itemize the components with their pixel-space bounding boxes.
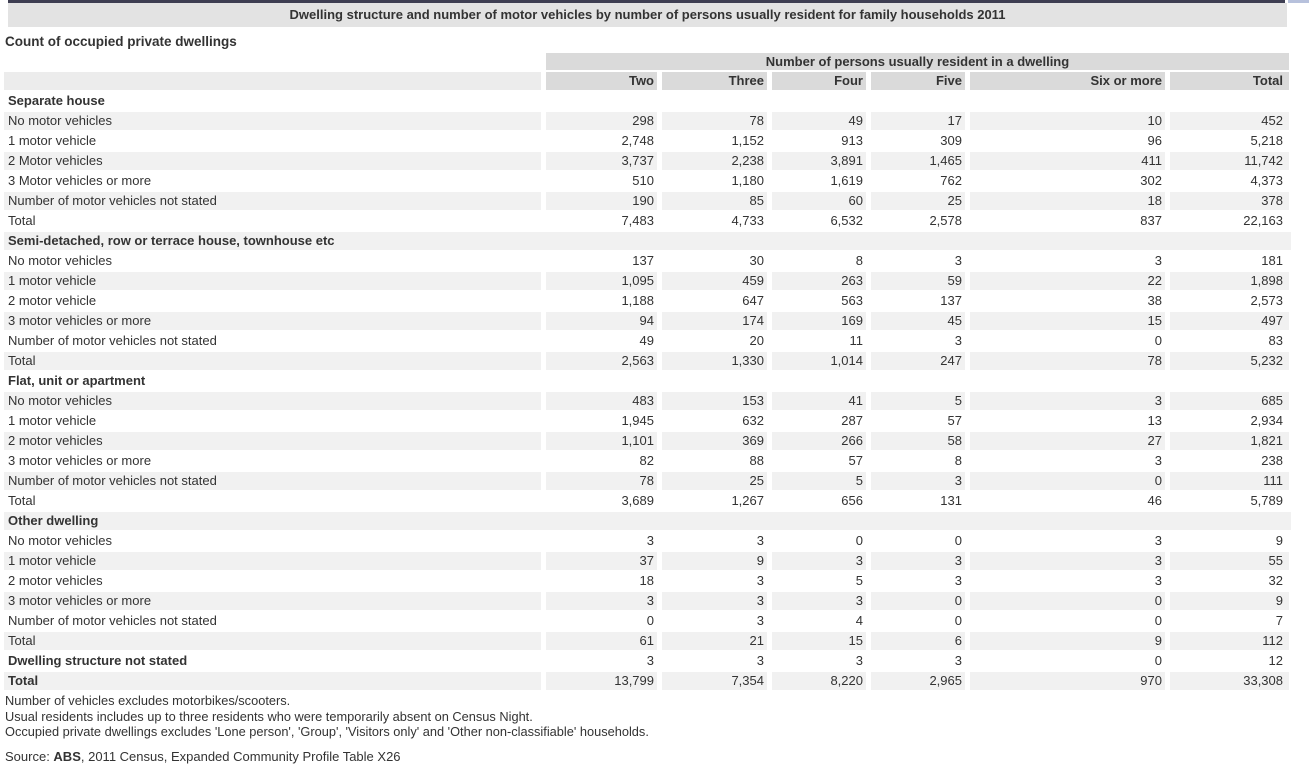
cell: 2,563 [546, 352, 657, 370]
cell: 49 [639, 333, 654, 348]
cell: 3 [1154, 533, 1162, 548]
table-row [4, 652, 1291, 670]
row-label: No motor vehicles [8, 533, 113, 548]
cell: 238 [1261, 453, 1283, 468]
table-row [4, 532, 1291, 550]
cell: 12 [1268, 653, 1283, 668]
cell: 18 [639, 573, 654, 588]
cell: 82 [639, 453, 654, 468]
table-header [4, 53, 1291, 90]
cell: 2,965 [871, 672, 965, 690]
row-label: 2 motor vehicles [4, 432, 541, 450]
cell: 9 [662, 552, 767, 570]
cell: 85 [662, 192, 767, 210]
cell: 3 [970, 392, 1165, 410]
cell: 3,737 [546, 152, 657, 170]
cell: 30 [749, 253, 764, 268]
cell: 378 [1170, 192, 1289, 210]
row-label: 1 motor vehicle [8, 413, 97, 428]
row-label: No motor vehicles [4, 112, 541, 130]
cell: 83 [1268, 333, 1283, 348]
cell: 459 [662, 272, 767, 290]
cell: 112 [1170, 632, 1289, 650]
cell: 1,180 [731, 173, 764, 188]
column-header-two: Two [546, 72, 657, 90]
column-header-four: Four [772, 72, 866, 90]
cell: 5 [772, 472, 866, 490]
table-row [4, 672, 1291, 690]
cell: 0 [1154, 653, 1162, 668]
cell: 3 [772, 592, 866, 610]
cell: 0 [1154, 613, 1162, 628]
cell: 0 [871, 592, 965, 610]
table-row [4, 592, 1291, 610]
cell: 0 [954, 613, 962, 628]
title-bar [8, 3, 1287, 27]
cell: 96 [1147, 133, 1162, 148]
table-row [4, 312, 1291, 330]
cell: 1,095 [546, 272, 657, 290]
cell: 22 [970, 272, 1165, 290]
row-label: 2 motor vehicle [8, 293, 97, 308]
cell: 913 [841, 133, 863, 148]
table-row [4, 112, 1291, 130]
row-label: Total [4, 352, 541, 370]
table-row [4, 292, 1291, 310]
cell: 3 [855, 653, 863, 668]
source-org: ABS [53, 748, 81, 764]
column-header-six-or-more: Six or more [970, 72, 1165, 90]
cell: 13,799 [546, 672, 657, 690]
cell: 970 [970, 672, 1165, 690]
cell: 1,188 [621, 293, 654, 308]
row-label: 3 motor vehicles or more [4, 592, 541, 610]
cell: 1,945 [621, 413, 654, 428]
cell: 1,152 [731, 133, 764, 148]
cell: 111 [1170, 472, 1289, 490]
row-label: Number of motor vehicles not stated [4, 192, 541, 210]
footnotes [5, 693, 1309, 740]
cell: 11,742 [1170, 152, 1289, 170]
cell: 137 [940, 293, 962, 308]
cell: 0 [970, 472, 1165, 490]
cell: 369 [662, 432, 767, 450]
cell: 5,232 [1170, 352, 1289, 370]
cell: 78 [662, 112, 767, 130]
cell: 3 [871, 552, 965, 570]
cell: 3 [756, 533, 764, 548]
cell: 2,238 [662, 152, 767, 170]
cell: 8 [855, 253, 863, 268]
row-label: Total [4, 632, 541, 650]
row-label: 1 motor vehicle [4, 552, 541, 570]
cell: 3,689 [621, 493, 654, 508]
table-row [4, 192, 1291, 210]
cell: 247 [871, 352, 965, 370]
cell: 174 [662, 312, 767, 330]
column-header-five: Five [871, 72, 965, 90]
cell: 3 [756, 573, 764, 588]
row-label: Dwelling structure not stated [8, 653, 188, 668]
cell: 263 [772, 272, 866, 290]
cell: 298 [546, 112, 657, 130]
table-row [4, 152, 1291, 170]
cell: 3 [954, 653, 962, 668]
cell: 49 [772, 112, 866, 130]
cell: 6,532 [830, 213, 863, 228]
table-row [4, 392, 1291, 410]
cell: 2,934 [1250, 413, 1283, 428]
cell: 4,373 [1250, 173, 1283, 188]
cell: 3,891 [772, 152, 866, 170]
page-title: Dwelling structure and number of motor vehicles by number of persons usually resident for family households 2011 [289, 7, 1006, 22]
cell: 0 [1154, 333, 1162, 348]
table-row [4, 552, 1291, 570]
cell: 27 [970, 432, 1165, 450]
cell: 57 [848, 453, 863, 468]
cell: 21 [662, 632, 767, 650]
cell: 37 [546, 552, 657, 570]
label-column-header [4, 72, 541, 90]
cell: 38 [1147, 293, 1162, 308]
table-row [4, 172, 1291, 190]
cell: 563 [841, 293, 863, 308]
cell: 15 [970, 312, 1165, 330]
cell: 1,330 [662, 352, 767, 370]
cell: 5 [855, 573, 863, 588]
cell: 3 [646, 533, 654, 548]
cell: 302 [1140, 173, 1162, 188]
cell: 9 [1170, 592, 1289, 610]
cell: 3 [646, 653, 654, 668]
cell: 32 [1268, 573, 1283, 588]
cell: 131 [940, 493, 962, 508]
table-row [4, 272, 1291, 290]
cell: 0 [954, 533, 962, 548]
row-label: 3 Motor vehicles or more [8, 173, 152, 188]
section-header-row: Flat, unit or apartment [8, 373, 146, 388]
cell: 0 [970, 592, 1165, 610]
cell: 153 [662, 392, 767, 410]
cell: 8 [954, 453, 962, 468]
row-label: Number of motor vehicles not stated [8, 333, 217, 348]
table-row [4, 132, 1291, 150]
table-row [4, 352, 1291, 370]
cell: 137 [632, 253, 654, 268]
cell: 2,573 [1250, 293, 1283, 308]
cell: 3 [546, 592, 657, 610]
cell: 4 [855, 613, 863, 628]
cell: 3 [662, 592, 767, 610]
top-border-light-segment [1288, 0, 1309, 3]
cell: 647 [742, 293, 764, 308]
cell: 169 [772, 312, 866, 330]
cell: 5,218 [1250, 133, 1283, 148]
cell: 1,465 [871, 152, 965, 170]
section-header-row: Semi-detached, row or terrace house, townhouse etc [4, 232, 1291, 250]
footnote-1: Number of vehicles excludes motorbikes/scooters. [5, 693, 291, 708]
cell: 94 [546, 312, 657, 330]
cell: 411 [970, 152, 1165, 170]
cell: 61 [546, 632, 657, 650]
cell: 5 [871, 392, 965, 410]
cell: 497 [1170, 312, 1289, 330]
cell: 483 [546, 392, 657, 410]
cell: 762 [940, 173, 962, 188]
cell: 1,101 [546, 432, 657, 450]
row-label: Total [8, 493, 36, 508]
row-label: 2 motor vehicles [8, 573, 103, 588]
cell: 266 [772, 432, 866, 450]
cell: 2,748 [621, 133, 654, 148]
row-label: 1 motor vehicle [8, 133, 97, 148]
table-row [4, 412, 1291, 430]
cell: 181 [1261, 253, 1283, 268]
table-body [4, 92, 1291, 690]
cell: 11 [849, 333, 863, 348]
cell: 9 [970, 632, 1165, 650]
cell: 3 [871, 472, 965, 490]
row-label: Total [4, 672, 541, 690]
cell: 3 [756, 653, 764, 668]
cell: 15 [772, 632, 866, 650]
cell: 4,733 [731, 213, 764, 228]
cell: 3 [954, 253, 962, 268]
cell: 33,308 [1170, 672, 1289, 690]
cell: 55 [1170, 552, 1289, 570]
cell: 3 [970, 552, 1165, 570]
cell: 9 [1275, 533, 1283, 548]
cell: 632 [742, 413, 764, 428]
cell: 510 [632, 173, 654, 188]
cell: 88 [749, 453, 764, 468]
cell: 57 [947, 413, 962, 428]
cell: 45 [871, 312, 965, 330]
cell: 8,220 [772, 672, 866, 690]
row-label: 3 motor vehicles or more [8, 453, 152, 468]
row-label: 1 motor vehicle [4, 272, 541, 290]
cell: 7,483 [621, 213, 654, 228]
cell: 1,898 [1170, 272, 1289, 290]
cell: 3 [1154, 253, 1162, 268]
row-label: Total [8, 213, 36, 228]
cell: 3 [1154, 573, 1162, 588]
table-row [4, 472, 1291, 490]
table-row [4, 572, 1291, 590]
source-rest: , 2011 Census, Expanded Community Profile Table X26 [80, 748, 401, 764]
cell: 58 [871, 432, 965, 450]
cell: 3 [772, 552, 866, 570]
table-subtitle: Count of occupied private dwellings [5, 34, 237, 49]
row-label: Number of motor vehicles not stated [4, 472, 541, 490]
cell: 78 [546, 472, 657, 490]
cell: 0 [855, 533, 863, 548]
table-row [4, 612, 1291, 630]
cell: 7 [1275, 613, 1283, 628]
cell: 1,619 [830, 173, 863, 188]
cell: 1,014 [772, 352, 866, 370]
row-label: 2 Motor vehicles [4, 152, 541, 170]
row-label: Number of motor vehicles not stated [8, 613, 217, 628]
cell: 1,821 [1170, 432, 1289, 450]
cell: 190 [546, 192, 657, 210]
cell: 0 [646, 613, 654, 628]
data-table [4, 53, 1291, 690]
cell: 22,163 [1243, 213, 1283, 228]
persons-group-header: Number of persons usually resident in a dwelling [546, 53, 1289, 70]
cell: 837 [1140, 213, 1162, 228]
cell: 7,354 [662, 672, 767, 690]
row-label: No motor vehicles [8, 253, 113, 268]
table-row [4, 252, 1291, 270]
cell: 41 [772, 392, 866, 410]
cell: 13 [1147, 413, 1162, 428]
cell: 17 [871, 112, 965, 130]
header-spacer [4, 53, 541, 70]
cell: 60 [772, 192, 866, 210]
cell: 3 [954, 573, 962, 588]
cell: 46 [1147, 493, 1162, 508]
cell: 287 [841, 413, 863, 428]
cell: 1,267 [731, 493, 764, 508]
source-line [5, 749, 1309, 764]
cell: 6 [871, 632, 965, 650]
cell: 59 [871, 272, 965, 290]
cell: 656 [841, 493, 863, 508]
table-row [4, 432, 1291, 450]
section-header-row: Other dwelling [4, 512, 1291, 530]
cell: 78 [970, 352, 1165, 370]
cell: 452 [1170, 112, 1289, 130]
cell: 3 [954, 333, 962, 348]
cell: 20 [749, 333, 764, 348]
table-row [4, 492, 1291, 510]
cell: 3 [756, 613, 764, 628]
column-header-three: Three [662, 72, 767, 90]
cell: 685 [1170, 392, 1289, 410]
footnote-3: Occupied private dwellings excludes 'Lone person', 'Group', 'Visitors only' and 'Other non-classifiable' households. [5, 724, 649, 739]
cell: 25 [662, 472, 767, 490]
table-row [4, 452, 1291, 470]
table-row [4, 212, 1291, 230]
table-row [4, 632, 1291, 650]
row-label: 3 motor vehicles or more [4, 312, 541, 330]
cell: 309 [940, 133, 962, 148]
cell: 10 [970, 112, 1165, 130]
cell: 5,789 [1250, 493, 1283, 508]
cell: 3 [1154, 453, 1162, 468]
cell: 2,578 [929, 213, 962, 228]
section-header-row: Separate house [8, 93, 105, 108]
cell: 18 [970, 192, 1165, 210]
footnote-2: Usual residents includes up to three residents who were temporarily absent on Census Night. [5, 708, 533, 724]
column-header-total: Total [1170, 72, 1289, 90]
source-prefix: Source: [5, 748, 54, 764]
cell: 25 [871, 192, 965, 210]
row-label: No motor vehicles [4, 392, 541, 410]
table-row [4, 332, 1291, 350]
